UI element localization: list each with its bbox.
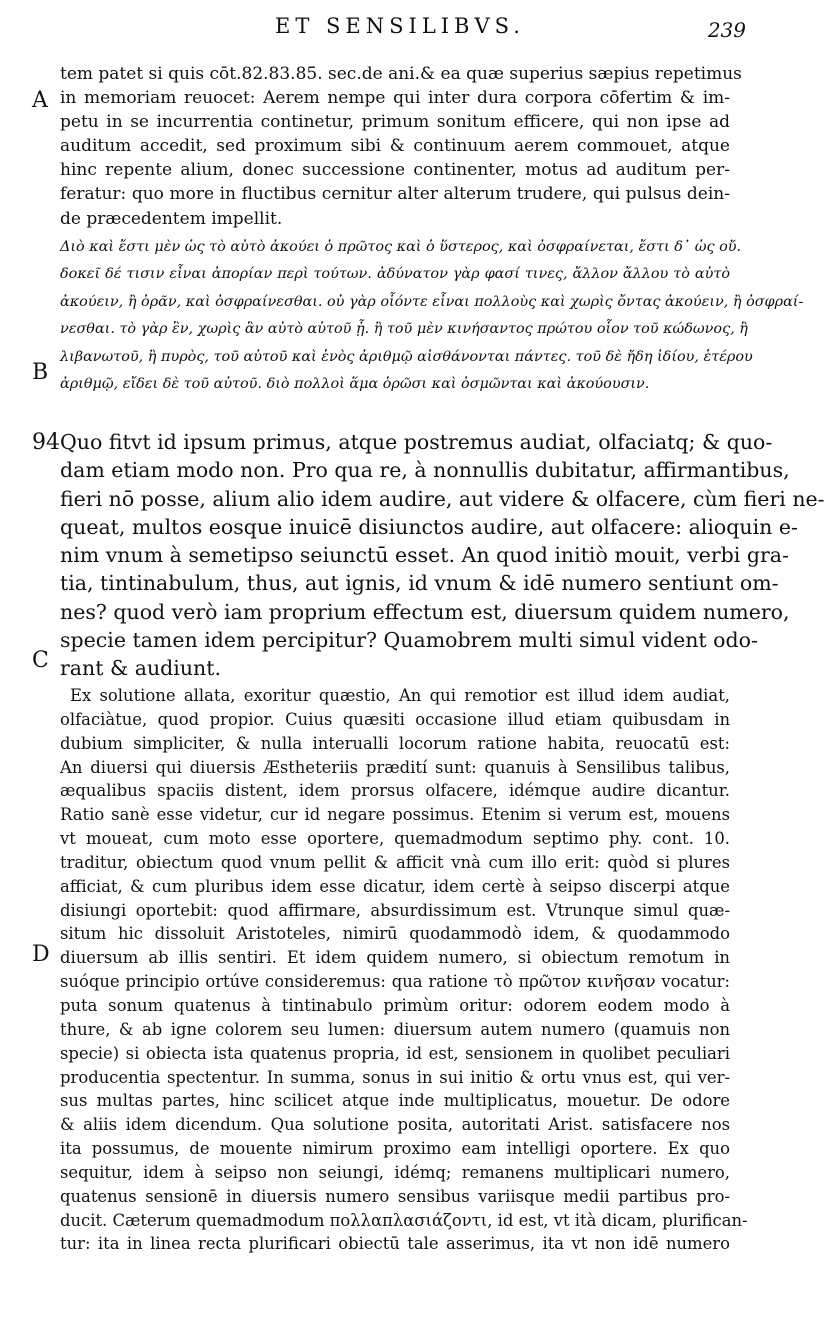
text-line: diuersum ab illis sentiri. Et idem quidem numero, si obiectum remotum in [60, 948, 730, 968]
margin-letter-a: A [32, 88, 48, 113]
text-line: afficiat, & cum pluribus idem esse dicatur, idem certè à seipso discerpi atque [60, 876, 730, 896]
text-line: Διὸ καὶ ἔστι μὲν ὡς τὸ αὐτὸ ἀκούει ὁ πρῶτος καὶ ὁ ὕστερος, καὶ ὀσφραίνεται, ἔστι δ᾽ ὡς οὔ. [60, 239, 742, 255]
text-line: specie) si obiecta ista quatenus propria, id est, sensionem in quolibet peculiari [60, 1043, 730, 1063]
text-line: ἀριθμῷ, εἴδει δὲ τοῦ αὐτοῦ. διὸ πολλοὶ ἅμα ὁρῶσι καὶ ὀσμῶνται καὶ ἀκούουσιν. [60, 375, 650, 392]
text-line: traditur, obiectum quod vnum pellit & afficit vnà cum illo erit: quòd si plures [60, 852, 730, 872]
text-line: petu in se incurrentia continetur, primum sonitum efficere, qui non ipse ad [60, 112, 730, 133]
text-line: auditum accedit, sed proximum sibi & continuum aerem commouet, atque [60, 136, 730, 157]
text-line: thure, & ab igne colorem seu lumen: diuersum autem numero (quamuis non [60, 1019, 730, 1039]
text-line: specie tamen idem percipitur? Quamobrem multi simul vident odo- [60, 628, 758, 653]
text-line: λιβανωτοῦ, ἢ πυρὸς, τοῦ αὐτοῦ καὶ ἑνὸς ἀριθμῷ αἰσθάνονται πάντες. τοῦ δὲ ἤδη ἰδίου, ἑτέρου [60, 348, 753, 365]
text-line: de præcedentem impellit. [60, 208, 283, 229]
commentary-paragraph [60, 684, 748, 1256]
text-line: An diuersi qui diuersis Æstheteriis prædití sunt: quanuis à Sensilibus talibus, [60, 757, 730, 777]
text-line: sequitur, idem à seipso non seiungi, idémq; remanens multiplicari numero, [60, 1162, 730, 1182]
text-line: nim vnum à semetipso seiunctū esset. An quod initiò mouit, verbi gra- [60, 543, 789, 568]
text-line: rant & audiunt. [60, 656, 222, 681]
text-line: νεσθαι. τὸ γὰρ ἓν, χωρὶς ἂν αὐτὸ αὑτοῦ ᾖ. ἢ τοῦ μὲν κινήσαντος πρώτου οἷον τοῦ κώδωνος, ἢ [60, 321, 748, 338]
margin-letter-c: C [32, 648, 49, 673]
running-title: ET SENSILIBVS. [275, 14, 525, 38]
text-line: situm hic dissoluit Aristoteles, nimirū quodammodò idem, & quodammodo [60, 924, 730, 944]
latin-paragraph-continuation [60, 62, 742, 231]
text-line: Ex solutione allata, exoritur quæstio, An qui remotior est illud idem audiat, [70, 686, 730, 705]
text-line: disiungi oportebit: quod affirmare, absurdissimum est. Vtrunque simul quæ- [60, 900, 730, 920]
text-line: hinc repente alium, donec successione continenter, motus ad auditum per- [60, 160, 730, 181]
latin-translation-paragraph [60, 428, 825, 683]
text-line: puta sonum quatenus à tintinabulo primùm oritur: odorem eodem modo à [60, 995, 730, 1015]
text-line: ἀκούειν, ἢ ὁρᾶν, καὶ ὀσφραίνεσθαι. οὐ γὰρ οἷόντε εἶναι πολλοὺς καὶ χωρὶς ὄντας ἀκούειν, ἢ ὀσφραί- [60, 293, 804, 310]
text-line: Quo fitvt id ipsum primus, atque postremus audiat, olfaciatq; & quo- [60, 430, 773, 454]
text-line: ducit. Cæterum quemadmodum πολλαπλασιάζοντι, id est, vt ità dicam, plurifican- [60, 1210, 748, 1230]
text-line: vt moueat, cum moto esse oportere, quemadmodum septimo phy. cont. 10. [60, 829, 730, 849]
text-line: queat, multos eosque inuicē disiunctos audire, aut olfacere: alioquin e- [60, 514, 798, 539]
text-line: & aliis idem dicendum. Qua solutione posita, autoritati Arist. satisfacere nos [60, 1115, 730, 1135]
margin-section-number: 94 [32, 430, 60, 455]
text-line: ita possumus, de mouente nimirum proximo eam intelligi oportere. Ex quo [60, 1139, 730, 1159]
text-line: fieri nō posse, alium alio idem audire, aut videre & olfacere, cùm fieri ne- [60, 486, 825, 511]
text-line: dubium simpliciter, & nulla interualli locorum ratione habita, reuocatū est: [60, 733, 730, 753]
text-line: feratur: quo more in fluctibus cernitur alter alterum trudere, qui pulsus dein- [60, 184, 730, 205]
text-line: nes? quod verò iam proprium effectum est, diuersum quidem numero, [60, 599, 790, 624]
page-number: 239 [707, 18, 746, 42]
text-line: tia, tintinabulum, thus, aut ignis, id vnum & idē numero sentiunt om- [60, 571, 779, 596]
text-line: tem patet si quis cōt.82.83.85. sec.de ani.& ea quæ superius sæpius repetimus [60, 64, 742, 84]
text-line: suóque principio ortúve consideremus: qua ratione τὸ πρῶτον κινῆσαν vocatur: [60, 972, 730, 992]
greek-quotation [60, 234, 804, 398]
text-line: olfaciàtue, quod propior. Cuius quæsiti occasione illud etiam quibusdam in [60, 709, 730, 729]
margin-letter-d: D [32, 942, 50, 967]
margin-letter-b: B [32, 360, 49, 385]
text-line: in memoriam reuocet: Aerem nempe qui inter dura corpora cōfertim & im- [60, 88, 730, 109]
text-line: δοκεῖ δέ τισιν εἶναι ἀπορίαν περὶ τούτων. ἀδύνατον γὰρ φασί τινες, ἄλλον ἄλλου τὸ αὐτὸ [60, 266, 730, 283]
text-line: producentia spectentur. In summa, sonus in sui initio & ortu vnus est, qui ver- [60, 1067, 730, 1087]
text-line: æqualibus spaciis distent, idem prorsus olfacere, idémque audire dicantur. [60, 781, 730, 801]
text-line: dam etiam modo non. Pro qua re, à nonnullis dubitatur, affirmantibus, [60, 458, 790, 483]
text-line: quatenus sensionē in diuersis numero sensibus variisque medii partibus pro- [60, 1186, 730, 1206]
text-line: tur: ita in linea recta plurificari obiectū tale asserimus, ita vt non idē numero [60, 1234, 730, 1254]
text-line: Ratio sanè esse videtur, cur id negare possimus. Etenim si verum est, mouens [60, 805, 730, 825]
text-line: sus multas partes, hinc scilicet atque inde multiplicatus, mouetur. De odore [60, 1091, 730, 1111]
